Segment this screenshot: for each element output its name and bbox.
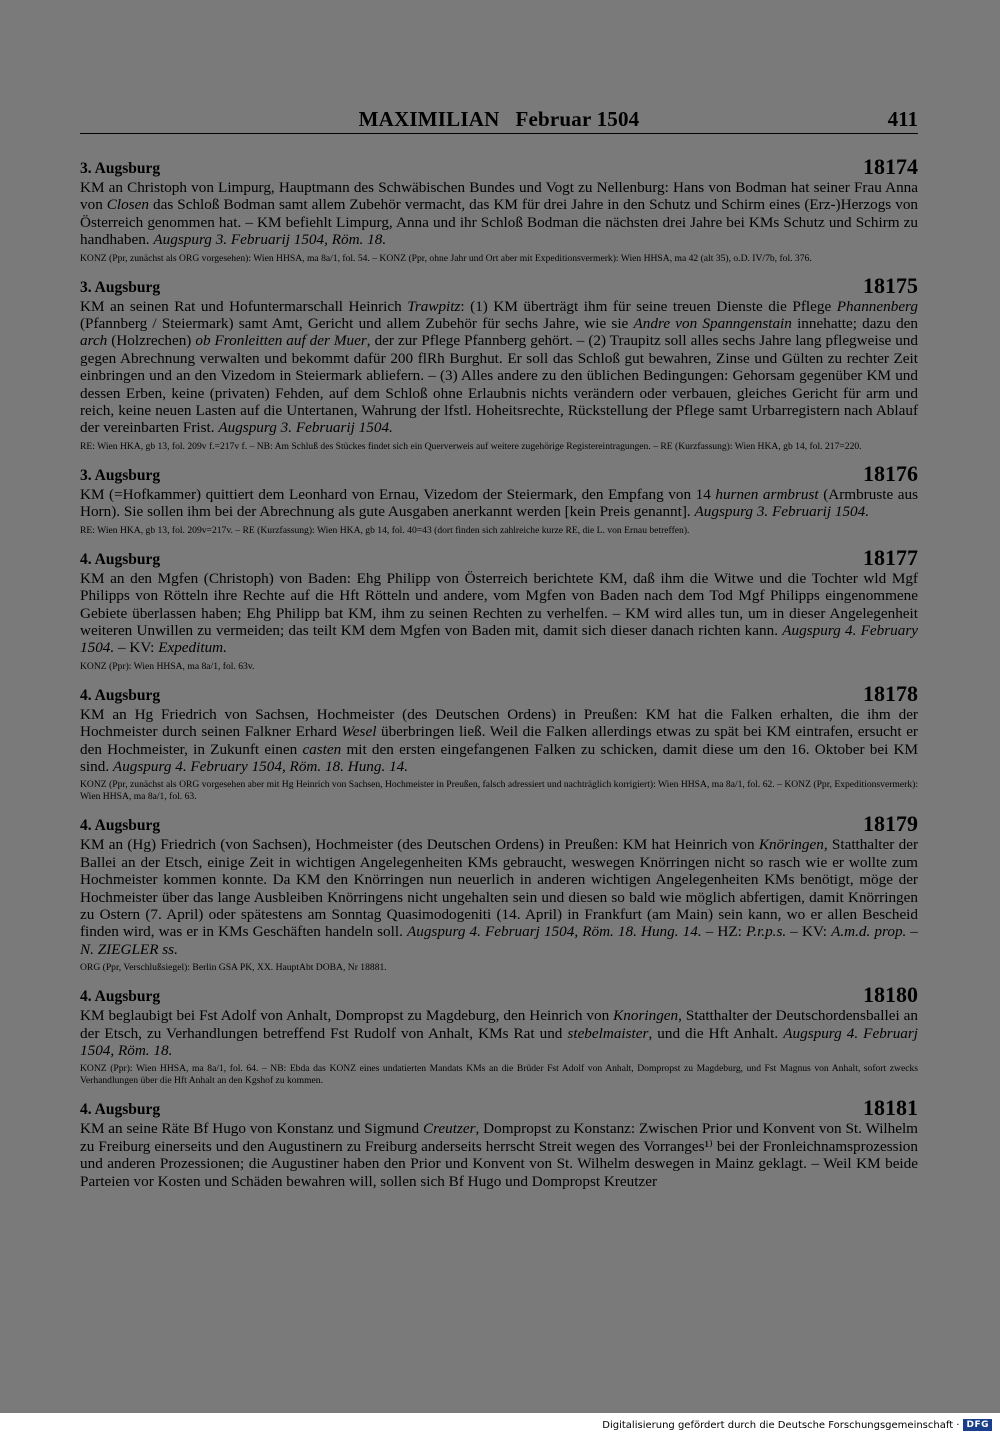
footer-text: Digitalisierung gefördert durch die Deutsche Forschungsgemeinschaft · (602, 1419, 960, 1431)
entry-text-segment: überbringen ließ. Weil die Falken allerdings etwas zu spät bei KM eintrafen, ersucht er den Hochmeister, in Zukunft einen (80, 723, 918, 758)
entry-date-place: 4. Augsburg (80, 1101, 161, 1119)
entry-text-segment: – HZ: (701, 923, 746, 941)
entry-date-place: 4. Augsburg (80, 817, 161, 835)
entry-text-italic: stebelmaister (567, 1024, 649, 1042)
entry-text-italic: Augspurg 4. Februarj 1504, Röm. 18. Hung. 14. (406, 923, 702, 941)
entry-text-italic: ob Fronleitten auf der Muer (195, 332, 367, 350)
entry-text-italic: Knöringen (758, 836, 824, 854)
regest-entry (80, 462, 918, 537)
entry-text-italic: Andre von Spanngenstain (633, 315, 792, 333)
entry-text-segment: (Armbruste aus Horn). Sie sollen ihm bei der Abrechnung als gute Ausgaben anerkannt werden [kein Preis genannt]. (80, 485, 918, 521)
entry-text (80, 1120, 918, 1190)
entry-text-segment: , der zur Pflege Pfannberg gehört. – (2) Traupitz soll alles sechs Jahre lang pflegweise und gegen Abrechnung verwalten und bekommt dafür 200 flRh Burghut. Er soll das Schloß gut bewahren, Zinse und Gülten zu rechter Zeit einbringen und an den Vizedom in Steiermark abliefern. – (3) Alles andere zu den üblichen Bedingungen: Gehorsam gegenüber KM und dessen Erben, keine (privaten) Fehden, auf dem Schloß ohne Erlaubnis nichts verändern oder verbauen, gleiches Gericht für arm und reich, keine neuen Lasten auf die Untertanen, Wahrung der lfstl. Hoheitsrechte, Rückstellung der Pflege samt Urbarregistern nach Ablauf der vereinbarten Frist. (80, 332, 918, 437)
regest-entry (80, 682, 918, 804)
entry-text (80, 179, 918, 249)
entry-text-italic: casten (302, 740, 342, 758)
entry-heading (80, 983, 918, 1007)
entry-text-italic: Augspurg 3. Februarij 1504, Röm. 18. (153, 231, 387, 249)
regest-entry (80, 1096, 918, 1190)
entry-text-italic: Augspurg 4. February 1504. (80, 621, 918, 657)
entry-text-segment: KM an seinen Rat und Hofuntermarschall Heinrich (80, 297, 408, 315)
entry-date-place: 3. Augsburg (80, 466, 161, 484)
entry-text-segment: (Holzrechen) (107, 332, 196, 350)
entry-text-italic: Knoringen (613, 1007, 679, 1025)
entry-source-note: KONZ (Ppr): Wien HHSA, ma 8a/1, fol. 64. – NB: Ebda das KONZ eines undatierten Mandats KMs an die Brüder Fst Adolf von Anhalt, Dompropst zu Magdeburg, und Fst Magnus von Anhalt, sofort zwecks Verhandlungen über die Hft Anhalt an den Kgshof zu kommen. (80, 1063, 918, 1087)
entry-source-note: KONZ (Ppr): Wien HHSA, ma 8a/1, fol. 63v. (80, 660, 255, 672)
entry-number: 18176 (863, 460, 918, 486)
regest-entry (80, 812, 918, 974)
entry-text-segment: , Statthalter der Ballei an der Etsch, einige Zeit in wichtigen Angelegenheiten KMs gebraucht, weswegen Knörringen nicht so rasch wie er wollte zum Hochmeister kommen konnte. Da KM den Knörringen nun neuerlich in anderen wichtigen Angelegenheiten KMs benötigt, möge der Hochmeister über das lange Ausbleiben Knörringens nicht ungehalten sein und diesen so bald wie möglich abfertigen, damit Knörringen zu Ostern (7. April) oder spätestens am Sonntag Quasimodogeniti (14. April) in Frankfurt (am Main) sein kann, wo er allen Bescheid finden wird, was er in KMs Geschäften handeln soll. (80, 836, 919, 941)
entry-text-segment: das Schloß Bodman samt allem Zubehör vermacht, das KM für drei Jahre in den Schutz und Schirm eines (Erz-)Herzogs von Österreich genommen hat. – KM befiehlt Limpurg, Anna und ihr Schloß Bodman die nächsten drei Jahre bei KMs Schutz und Schirm zu handhaben. (80, 196, 919, 249)
entry-heading (80, 155, 918, 179)
entry-text-segment: KM an seine Räte Bf Hugo von Konstanz und Sigmund (80, 1120, 423, 1138)
entry-date-place: 4. Augsburg (80, 988, 161, 1006)
entry-text-italic: Expeditum. (158, 639, 227, 657)
entry-number: 18178 (863, 680, 918, 706)
footer-credit (602, 1419, 992, 1431)
entry-source-note: ORG (Ppr, Verschlußsiegel): Berlin GSA PK, XX. HauptAbt DOBA, Nr 18881. (80, 962, 387, 974)
entry-number: 18179 (863, 811, 918, 837)
entry-text-italic: Wesel (341, 723, 377, 741)
entry-source-note: KONZ (Ppr, zunächst als ORG vorgesehen): Wien HHSA, ma 8a/1, fol. 54. – KONZ (Ppr, ohne Jahr und Ort aber mit Expeditionsvermerk): Wien HHSA, ma 42 (alt 35), o.D. IV/7b, fol. 376. (80, 252, 812, 264)
regest-entry (80, 274, 918, 453)
entry-text (80, 486, 918, 521)
entry-text-segment: , und die Hft Anhalt. (648, 1024, 784, 1042)
entry-text-segment: innehatte; dazu den (791, 315, 918, 333)
entry-text-italic: N. ZIEGLER ss. (80, 940, 178, 958)
entry-text-segment: , Dompropst zu Konstanz: Zwischen Prior und Konvent von St. Wilhelm zu Freiburg einerseits und den Augustinern zu Freiburg anderseits herrscht Streit wegen des Vorranges¹⁾ bei der Fronleichnamsprozession und anderen Prozessionen; die Augustiner haben den Prior und Konvent von St. Wilhelm deswegen in Mainz geklagt. – Weil KM beide Parteien vor Kosten und Schäden bewahren will, sollen sich Bf Hugo und Dompropst Kreutzer (80, 1120, 919, 1190)
entry-text (80, 706, 918, 776)
entry-text-segment: KM an (Hg) Friedrich (von Sachsen), Hochmeister (des Deutschen Ordens) in Preußen: KM hat Heinrich von (80, 836, 759, 854)
regest-entry (80, 155, 918, 265)
regest-entry (80, 983, 918, 1087)
entry-text-segment: KM an Christoph von Limpurg, Hauptmann des Schwäbischen Bundes und Vogt zu Nellenburg: Hans von Bodman hat seiner Frau Anna von (80, 179, 918, 214)
entry-source-note: KONZ (Ppr, zunächst als ORG vorgesehen aber mit Hg Heinrich von Sachsen, Hochmeister in Preußen, falsch adressiert und nachträglich korrigiert): Wien HHSA, ma 8a/1, fol. 62. – KONZ (Ppr, Expeditionsvermerk): Wien HHSA, ma 8a/1, fol. 63. (80, 779, 918, 803)
running-header (80, 105, 918, 134)
entry-text-italic: Trawpitz (407, 297, 461, 315)
entry-text-segment: : (1) KM überträgt ihm für seine treuen Dienste die Pflege (460, 297, 837, 315)
entry-date-place: 4. Augsburg (80, 686, 161, 704)
entry-number: 18177 (863, 544, 918, 570)
entry-date-place: 3. Augsburg (80, 160, 161, 177)
entry-source-note: RE: Wien HKA, gb 13, fol. 209v=217v. – RE (Kurzfassung): Wien HKA, gb 14, fol. 40=43 (dort finden sich zahlreiche kurze RE, die L. von Ernau betreffen). (80, 524, 690, 536)
entry-heading (80, 812, 918, 836)
entry-text-italic: A.m.d. prop. (831, 923, 907, 941)
page-number: 411 (887, 107, 918, 131)
entry-text-italic: Augspurg 4. Februarj 1504, Röm. 18. (80, 1024, 919, 1059)
entry-text-italic: Augspurg 4. February 1504, Röm. 18. Hung. 14. (112, 757, 409, 775)
entry-text-segment: (Pfannberg / Steiermark) samt Amt, Gericht und allem Zubehör für sechs Jahre, wie sie (80, 315, 634, 333)
entry-text-italic: arch (80, 332, 108, 350)
entry-number: 18175 (863, 272, 918, 298)
entry-text-segment: KM an den Mgfen (Christoph) von Baden: Ehg Philipp von Österreich berichtete KM, daß ihm die Witwe und die Tochter wld Mgf Philipps von Rötteln ihre Rechte auf die Hft Rötteln und andere, vom Mgfen von Baden nach dem Tod Mgf Philipps eingenommene Gebiete überlassen haben; Ehg Philipp bat KM, ihm zu seinen Rechten zu verhelfen. – KM wird alles tun, um in dieser Angelegenheit weiteren Unwillen zu vermeiden; das teilt KM dem Mgfen von Baden mit, damit sich dieser danach richten kann. (80, 569, 918, 639)
entry-heading (80, 1096, 918, 1120)
entry-heading (80, 274, 918, 298)
entry-date-place: 3. Augsburg (80, 278, 161, 296)
entry-source-note: RE: Wien HKA, gb 13, fol. 209v f.=217v f. – NB: Am Schluß des Stückes findet sich ein Querverweis auf weitere zugehörige Registereintragungen. – RE (Kurzfassung): Wien HKA, gb 14, fol. 217=220. (80, 440, 862, 452)
entry-text-segment: KM beglaubigt bei Fst Adolf von Anhalt, Dompropst zu Magdeburg, den Heinrich von (80, 1007, 614, 1025)
entry-text-segment: , Statthalter der Deutschordensballei an der Etsch, zu Verhandlungen betreffend Fst Rudolf von Anhalt, KMs Rat und (80, 1007, 918, 1042)
entry-text-segment: – (906, 923, 919, 941)
entry-text-segment: KM an Hg Friedrich von Sachsen, Hochmeister (des Deutschen Ordens) in Preußen: KM hat die Falken erhalten, die ihm der Hochmeister durch seinen Falkner Erhard (80, 705, 918, 741)
entry-text-italic: Phannenberg (836, 297, 918, 315)
entry-text-segment: – KV: (786, 923, 832, 941)
entry-text (80, 570, 918, 657)
entry-text-segment: mit den ersten eingefangenen Falken zu schicken, damit diese um den 16. Oktober bei KM sind. (80, 740, 918, 775)
regest-entry (80, 546, 918, 673)
entry-text-italic: P.r.p.s. (745, 923, 787, 941)
entry-text-segment: – KV: (114, 639, 159, 657)
entry-heading (80, 546, 918, 570)
entry-date-place: 4. Augsburg (80, 550, 161, 568)
entry-number: 18180 (863, 982, 918, 1008)
entry-number: 18181 (863, 1095, 918, 1121)
entry-text-italic: hurnen armbrust (715, 485, 819, 503)
header-title-left: MAXIMILIAN (358, 107, 500, 131)
entry-text-italic: Augspurg 3. Februarij 1504. (218, 419, 393, 437)
header-title-right: Februar 1504 (515, 107, 640, 131)
entry-text (80, 836, 918, 958)
entry-text-segment: KM (=Hofkammer) quittiert dem Leonhard von Ernau, Vizedom der Steiermark, den Empfang von 14 (80, 485, 716, 503)
entry-text-italic: Augspurg 3. Februarij 1504. (694, 503, 870, 521)
regesta-list (80, 155, 918, 1199)
entry-text-italic: Creutzer (422, 1120, 476, 1138)
dfg-logo: DFG (963, 1419, 992, 1431)
entry-number: 18174 (863, 154, 918, 179)
entry-heading (80, 462, 918, 486)
entry-text (80, 1007, 918, 1059)
entry-text-italic: Closen (106, 196, 149, 214)
header-title (80, 107, 918, 132)
entry-text (80, 298, 918, 437)
entry-heading (80, 682, 918, 706)
